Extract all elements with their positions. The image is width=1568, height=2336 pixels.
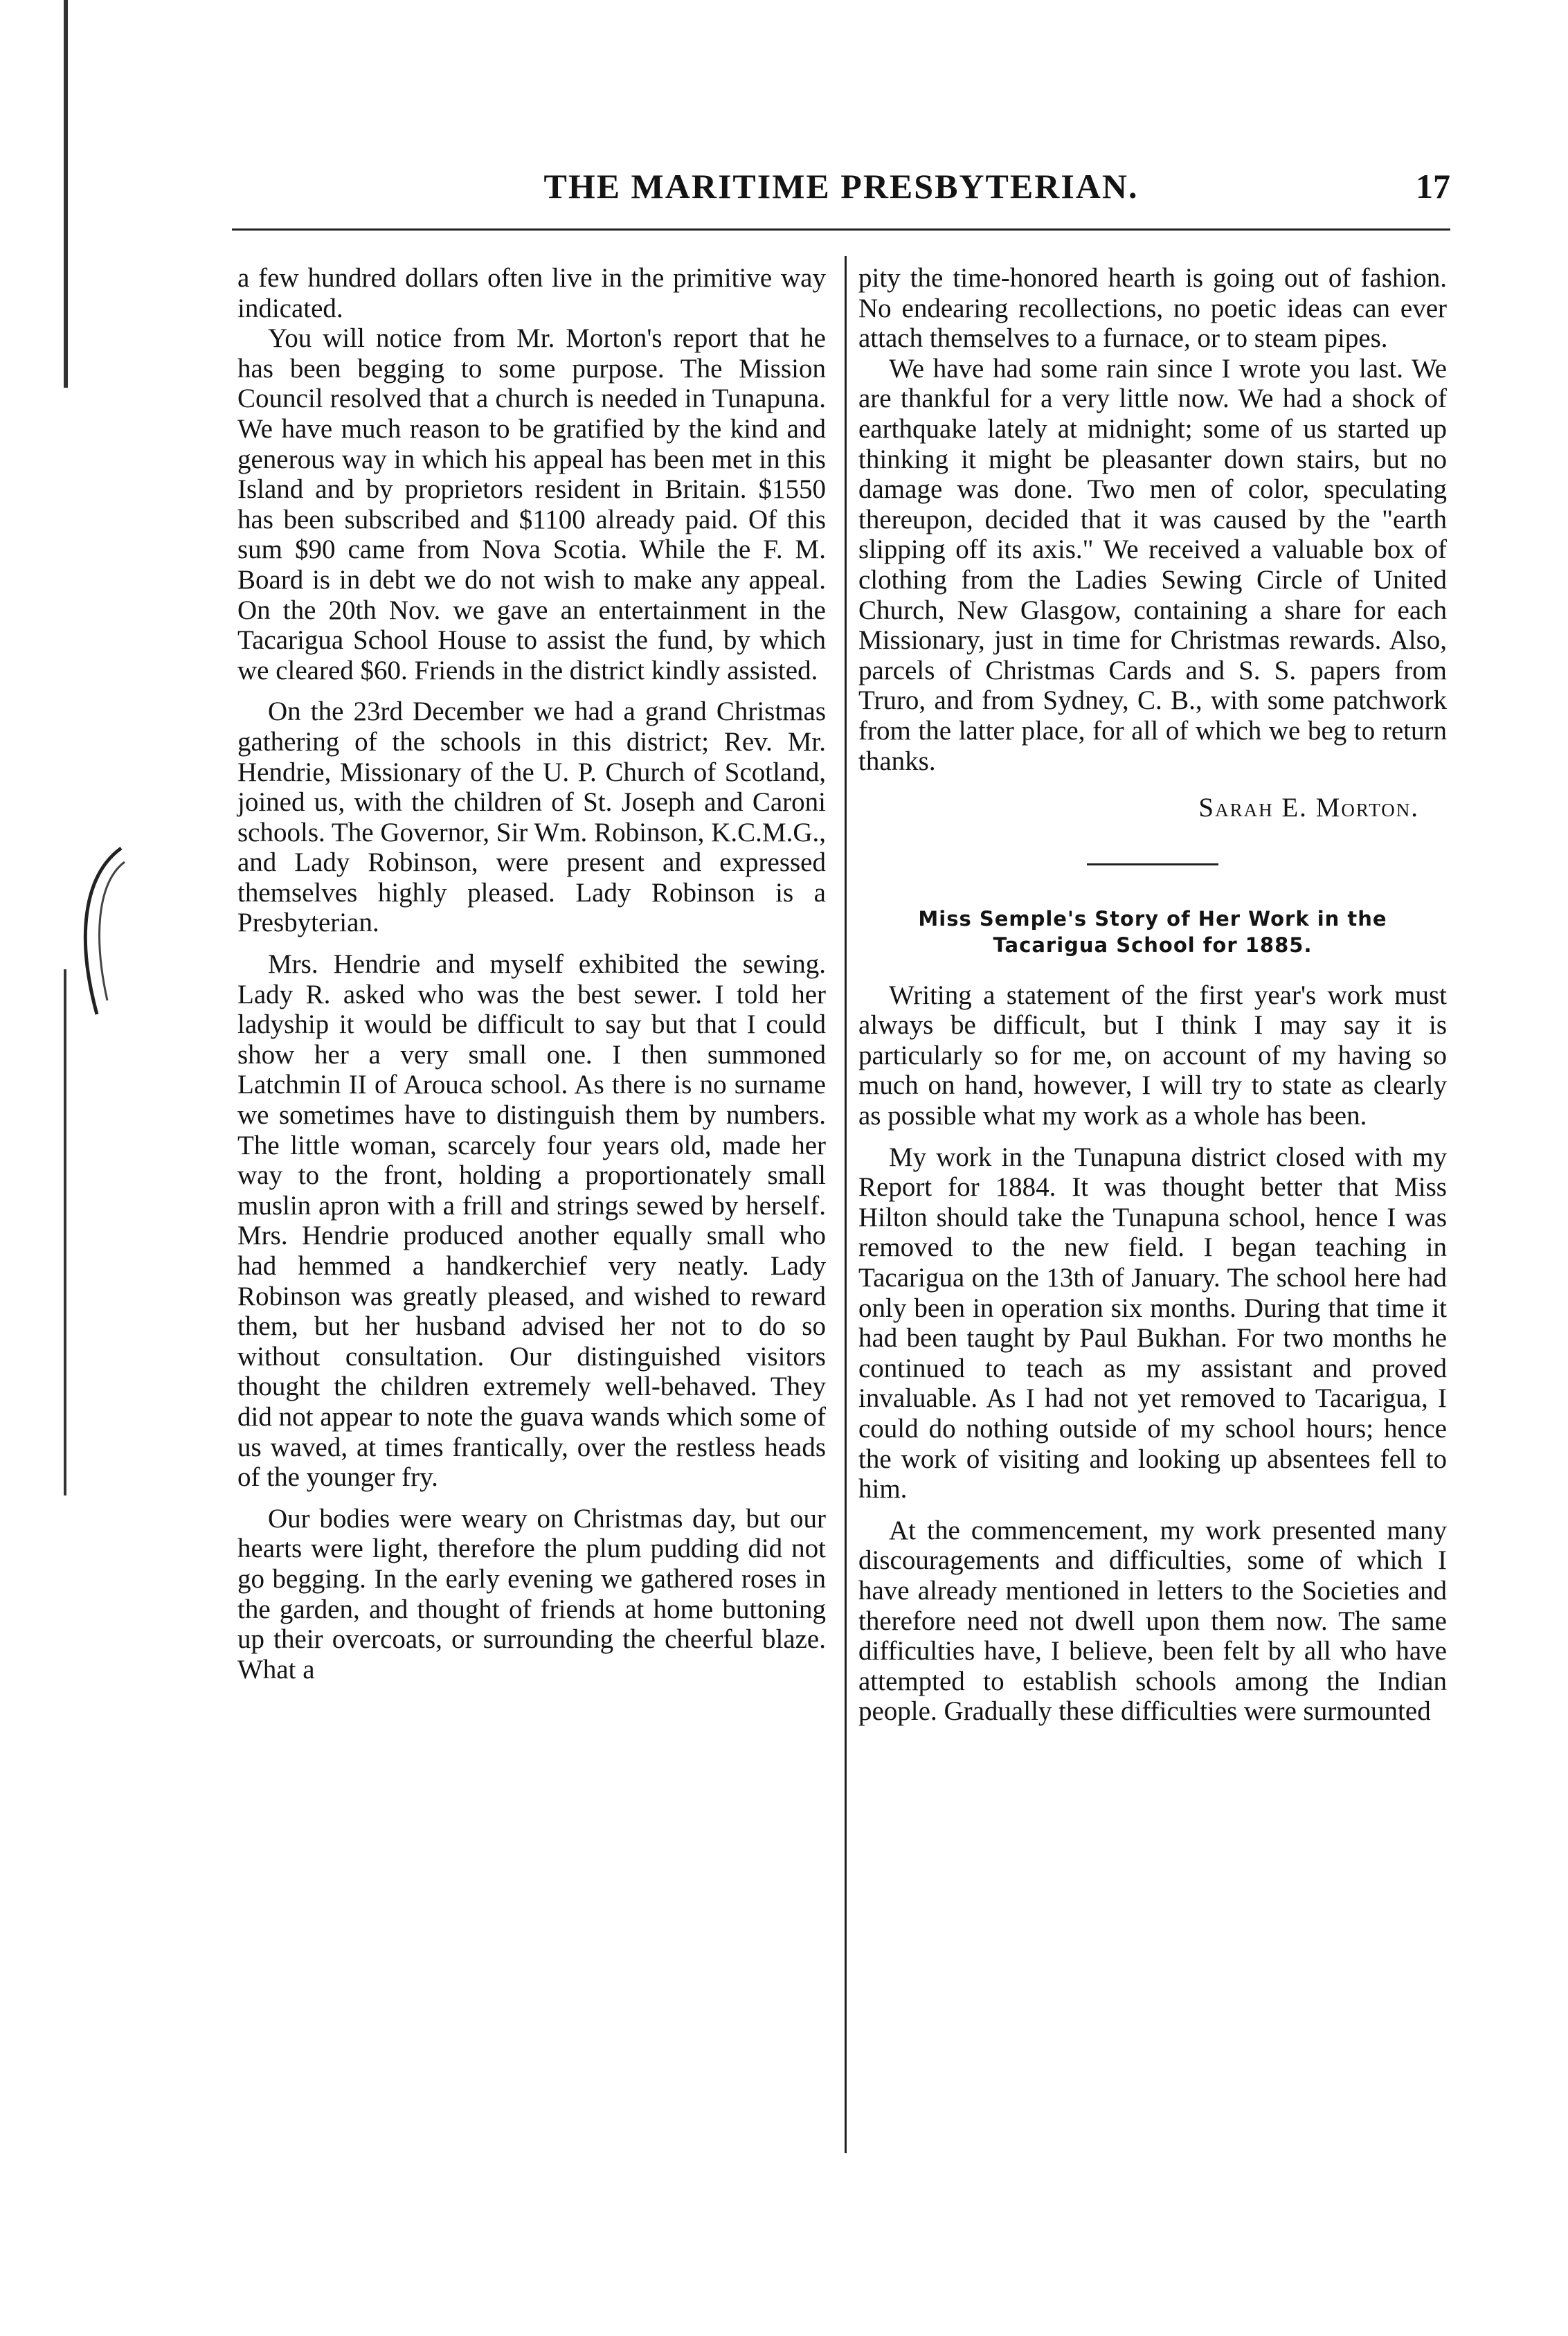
section-heading [858,906,1447,958]
binding-mark-top [64,0,68,388]
section-divider-rule [1087,863,1218,865]
header-rule [232,228,1450,231]
paragraph: Our bodies were weary on Christmas day, but our hearts were light, therefore the plum pudding did not go begging. In the early evening we gathered roses in the garden, and thought of friends at home buttoning up their overcoats, or surrounding the cheerful blaze. What a [237,1503,826,1684]
paragraph: At the commencement, my work presented many discouragements and difficulties, some of which I have already mentioned in letters to the Societies and therefore need not dwell upon them now. The same difficulties have, I believe, been felt by all who have attempted to establish schools among the Indian people. Gradually these difficulties were surmounted [858,1515,1447,1727]
page-header [232,166,1450,215]
paragraph: You will notice from Mr. Morton's report that he has been begging to some purpose. The Mission Council resolved that a church is needed in Tunapuna. We have much reason to be gratified by the kind and generous way in which his appeal has been met in this Island and by proprietors resident in Britain. $1550 has been subscribed and $1100 already paid. Of this sum $90 came from Nova Scotia. While the F. M. Board is in debt we do not wish to make any appeal. On the 20th Nov. we gave an entertainment in the Tacarigua School House to assist the fund, by which we cleared $60. Friends in the district kindly assisted. [237,323,826,685]
column-divider [845,256,847,2153]
author-signature: Sarah E. Morton. [1198,793,1419,823]
paragraph: On the 23rd December we had a grand Christmas gathering of the schools in this district; Rev. Mr. Hendrie, Missionary of the U. P. Church of Scotland, joined us, with the children of St. Joseph and Caroni schools. The Governor, Sir Wm. Robinson, K.C.M.G., and Lady Robinson, were present and expressed themselves highly pleased. Lady Robinson is a Presbyterian. [237,697,826,938]
paragraph: Mrs. Hendrie and myself exhibited the sewing. Lady R. asked who was the best sewer. I told her ladyship it would be difficult to say but that I could show her a very small one. I then summoned Latchmin II of Arouca school. As there is no surname we sometimes have to distinguish them by numbers. The little woman, scarcely four years old, made her way to the front, holding a proportionately small muslin apron with a frill and strings sewed by herself. Mrs. Hendrie produced another equally small who had hemmed a handkerchief very neatly. Lady Robinson was greatly pleased, and wished to reward them, but her husband advised her not to do so without consultation. Our distinguished visitors thought the children extremely well-behaved. They did not appear to note the guava wands which some of us waved, at times frantically, over the restless heads of the younger fry. [237,949,826,1493]
paragraph: Writing a statement of the first year's work must always be difficult, but I think I may say it is particularly so for me, on account of my having so much on hand, however, I will try to state as clearly as possible what my work as a whole has been. [858,980,1447,1131]
paragraph: a few hundred dollars often live in the primitive way indicated. [237,263,826,323]
paragraph: My work in the Tunapuna district closed with my Report for 1884. It was thought better that Miss Hilton should take the Tunapuna school, hence I was removed to the new field. I began teaching in Tacarigua on the 13th of January. The school here had only been in operation six months. During that time it had been taught by Paul Bukhan. For two months he continued to teach as my assistant and proved invaluable. As I had not yet removed to Tacarigua, I could do nothing outside of my school hours; hence the work of visiting and looking up absentees fell to him. [858,1142,1447,1504]
paragraph: We have had some rain since I wrote you last. We are thankful for a very little now. We had a shock of earthquake lately at midnight; some of us started up thinking it might be pleasanter down stairs, but no damage was done. Two men of color, speculating thereupon, decided that it was caused by the "earth slipping off its axis." We received a valuable box of clothing from the Ladies Sewing Circle of United Church, New Glasgow, containing a share for each Missionary, just in time for Christmas rewards. Also, parcels of Christmas Cards and S. S. papers from Truro, and from Sydney, C. B., with some patchwork from the latter place, for all of which we beg to return thanks. [858,353,1447,776]
paragraph: pity the time-honored hearth is going out of fashion. No endearing recollections, no poetic ideas can ever attach themselves to a furnace, or to steam pipes. [858,263,1447,354]
left-column [237,263,826,1684]
page-number: 17 [1416,167,1450,206]
binding-curve-mark [55,841,132,1021]
journal-title: THE MARITIME PRESBYTERIAN. [543,167,1139,206]
section-heading-line: Miss Semple's Story of Her Work in the [918,906,1387,931]
binding-mark-bottom [64,969,66,1495]
section-heading-line: Tacarigua School for 1885. [993,933,1313,957]
right-column [858,263,1447,1727]
